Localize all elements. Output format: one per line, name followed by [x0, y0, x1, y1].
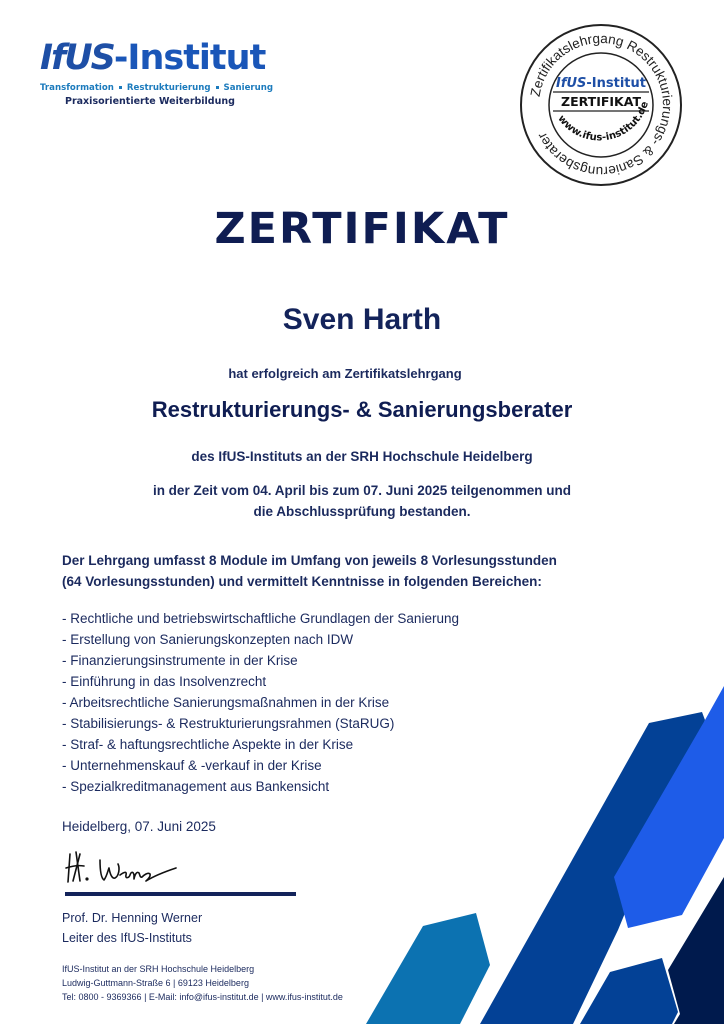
intro-text: hat erfolgreich am Zertifikatslehrgang: [228, 366, 462, 381]
period-text: [0, 480, 724, 522]
scope-text: [62, 550, 622, 592]
institution-text: des IfUS-Instituts an der SRH Hochschule Heidelberg: [191, 449, 533, 464]
logo-tagline: [40, 83, 273, 93]
module-item: - Einführung in das Insolvenzrecht: [62, 674, 267, 689]
module-item: - Unternehmenskauf & -verkauf in der Krise: [62, 758, 322, 773]
teal-shape: [366, 913, 490, 1024]
course-title: Restrukturierungs- & Sanierungsberater: [151, 397, 573, 422]
signature-line: [65, 892, 296, 896]
seal-url: www.ifus-institut.de: [555, 100, 651, 144]
certificate-seal: [519, 23, 683, 187]
module-list: [62, 608, 459, 797]
signer-block: [62, 908, 202, 948]
tagline-item: Sanierung: [223, 83, 274, 93]
period-line: die Abschlussprüfung bestanden.: [253, 504, 471, 519]
module-item: - Straf- & haftungsrechtliche Aspekte in der Krise: [62, 737, 354, 752]
logo-brand-suffix: -Institut: [113, 38, 266, 78]
seal-label: ZERTIFIKAT: [561, 94, 641, 109]
certificate-title: ZERTIFIKAT: [214, 204, 510, 254]
lower-dark-blue-shape: [580, 958, 678, 1024]
footer-line: Tel: 0800 - 9369366 | E-Mail: info@ifus-institut.de | www.ifus-institut.de: [62, 992, 343, 1002]
ifus-logo: [40, 38, 274, 113]
scope-line: (64 Vorlesungsstunden) und vermittelt Kenntnisse in folgenden Bereichen:: [62, 574, 542, 589]
footer-contact: [62, 962, 343, 1004]
logo-subtitle: Praxisorientierte Weiterbildung: [65, 96, 235, 107]
period-line: in der Zeit vom 04. April bis zum 07. Juni 2025 teilgenommen und: [152, 483, 572, 498]
seal-brand: IfUS-Institut: [555, 76, 647, 91]
dark-blue-band: [480, 712, 705, 1024]
footer-line: IfUS-Institut an der SRH Hochschule Heidelberg: [62, 964, 255, 974]
module-item: - Arbeitsrechtliche Sanierungsmaßnahmen in der Krise: [62, 695, 390, 710]
seal-ring-text: Zertifikatslehrgang Restrukturierungs- & Sanierungsberater: [527, 30, 676, 180]
module-item: - Stabilisierungs- & Restrukturierungsrahmen (StaRUG): [62, 716, 395, 731]
tagline-item: Transformation: [40, 83, 114, 93]
tagline-item: Restrukturierung: [126, 83, 211, 93]
signer-role: Leiter des IfUS-Instituts: [62, 931, 192, 945]
module-item: - Spezialkreditmanagement aus Bankensicht: [62, 779, 330, 794]
module-item: - Erstellung von Sanierungskonzepten nach IDW: [62, 632, 354, 647]
logo-brand-prefix: IfUS: [40, 38, 114, 78]
footer-line: Ludwig-Guttmann-Straße 6 | 69123 Heidelberg: [62, 978, 249, 988]
handwritten-signature: [64, 848, 184, 888]
scope-line: Der Lehrgang umfasst 8 Module im Umfang von jeweils 8 Vorlesungsstunden: [62, 553, 557, 568]
place-date: Heidelberg, 07. Juni 2025: [62, 819, 216, 834]
module-item: - Finanzierungsinstrumente in der Krise: [62, 653, 298, 668]
bullet-icon: [216, 86, 219, 89]
logo-wordmark: [40, 38, 265, 78]
navy-corner-shape: [668, 877, 724, 1024]
bullet-icon: [119, 86, 122, 89]
signer-name: Prof. Dr. Henning Werner: [62, 911, 203, 925]
recipient-name: Sven Harth: [282, 303, 442, 336]
module-item: - Rechtliche und betriebswirtschaftliche Grundlagen der Sanierung: [62, 611, 459, 626]
bright-blue-band: [614, 686, 724, 928]
